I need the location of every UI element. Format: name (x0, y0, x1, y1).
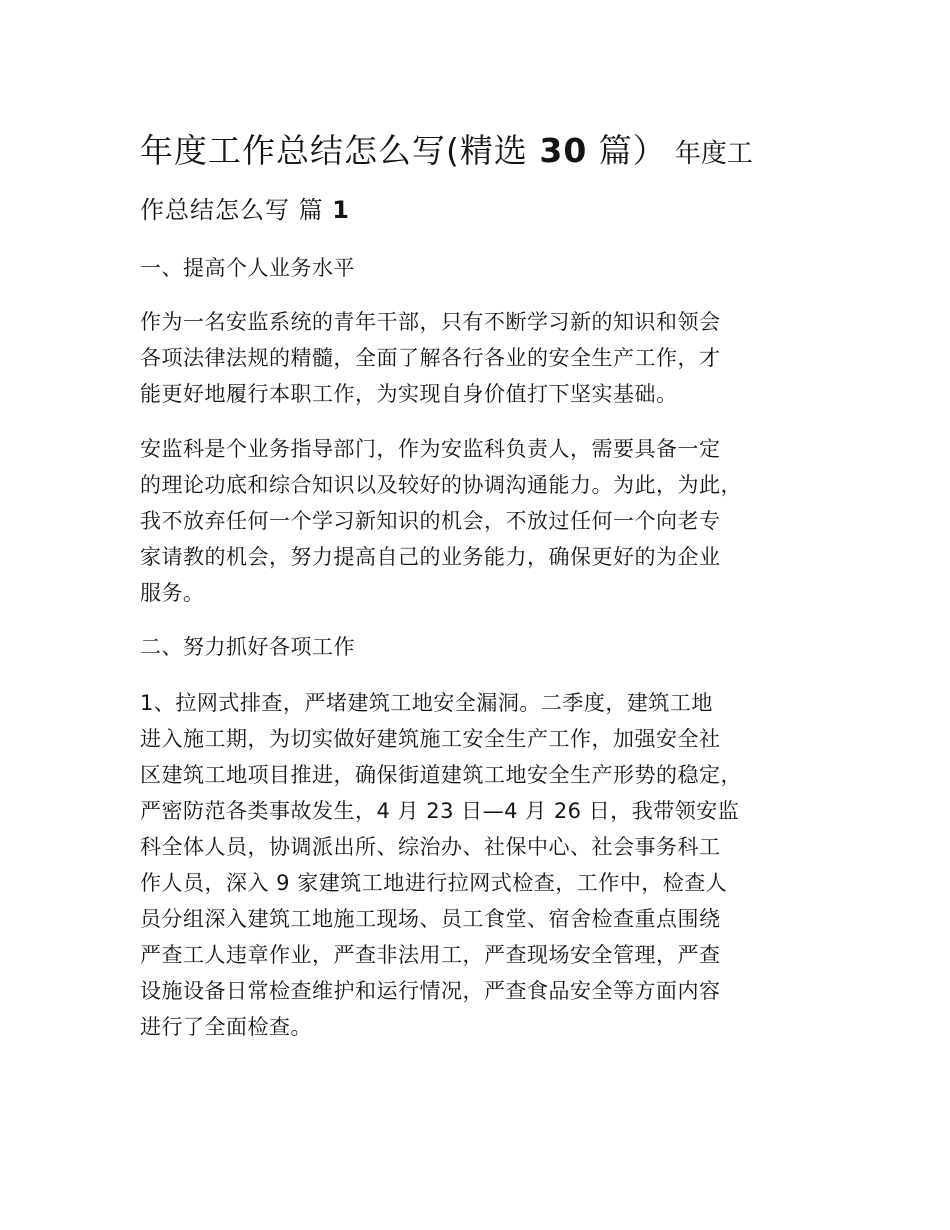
paragraph-line: 能更好地履行本职工作，为实现自身价值打下坚实基础。 (140, 382, 678, 406)
paragraph-line: 科全体人员，协调派出所、综治办、社保中心、社会事务科工 (140, 835, 721, 859)
document-title (140, 126, 820, 176)
title-tail: 年度工 (674, 139, 753, 169)
title-suffix: 篇） (587, 131, 667, 170)
paragraph-3 (140, 685, 810, 1045)
paragraph-line: 家请教的机会，努力提高自己的业务能力，确保更好的为企业 (140, 545, 721, 569)
section-heading-2 (140, 629, 810, 665)
paragraph-line: 作人员，深入 9 家建筑工地进行拉网式检查，工作中，检查人 (140, 871, 728, 895)
paragraph-line: 服务。 (140, 581, 205, 605)
paragraph-line: 1、拉网式排查，严堵建筑工地安全漏洞。二季度，建筑工地 (140, 691, 713, 715)
paragraph-line: 设施设备日常检查维护和运行情况，严查食品安全等方面内容 (140, 979, 721, 1003)
subtitle-number: 1 (332, 196, 350, 224)
paragraph-line: 的理论功底和综合知识以及较好的协调沟通能力。为此，为此， (140, 473, 742, 497)
paragraph-line: 员分组深入建筑工地施工现场、员工食堂、宿舍检查重点围绕 (140, 907, 721, 931)
heading-text: 一、提高个人业务水平 (140, 256, 355, 280)
paragraph-line: 进行了全面检查。 (140, 1015, 312, 1039)
heading-text: 二、努力抓好各项工作 (140, 635, 355, 659)
paragraph-2 (140, 431, 810, 611)
document-subtitle (140, 190, 820, 230)
paragraph-line: 区建筑工地项目推进，确保街道建筑工地安全生产形势的稳定， (140, 763, 742, 787)
subtitle-text: 作总结怎么写 篇 (140, 196, 333, 224)
paragraph-line: 严查工人违章作业，严查非法用工，严查现场安全管理，严查 (140, 943, 721, 967)
title-main (140, 131, 667, 170)
title-text: 年度工作总结怎么写(精选 (140, 131, 540, 170)
paragraph-line: 进入施工期，为切实做好建筑施工安全生产工作，加强安全社 (140, 727, 721, 751)
paragraph-line: 严密防范各类事故发生，4 月 23 日—4 月 26 日，我带领安监 (140, 799, 740, 823)
paragraph-1 (140, 304, 810, 412)
title-number: 30 (539, 131, 588, 170)
paragraph-line: 各项法律法规的精髓，全面了解各行各业的安全生产工作，才 (140, 346, 721, 370)
paragraph-line: 安监科是个业务指导部门，作为安监科负责人，需要具备一定 (140, 437, 721, 461)
paragraph-line: 作为一名安监系统的青年干部，只有不断学习新的知识和领会 (140, 310, 721, 334)
paragraph-line: 我不放弃任何一个学习新知识的机会，不放过任何一个向老专 (140, 509, 721, 533)
section-heading-1 (140, 250, 810, 286)
